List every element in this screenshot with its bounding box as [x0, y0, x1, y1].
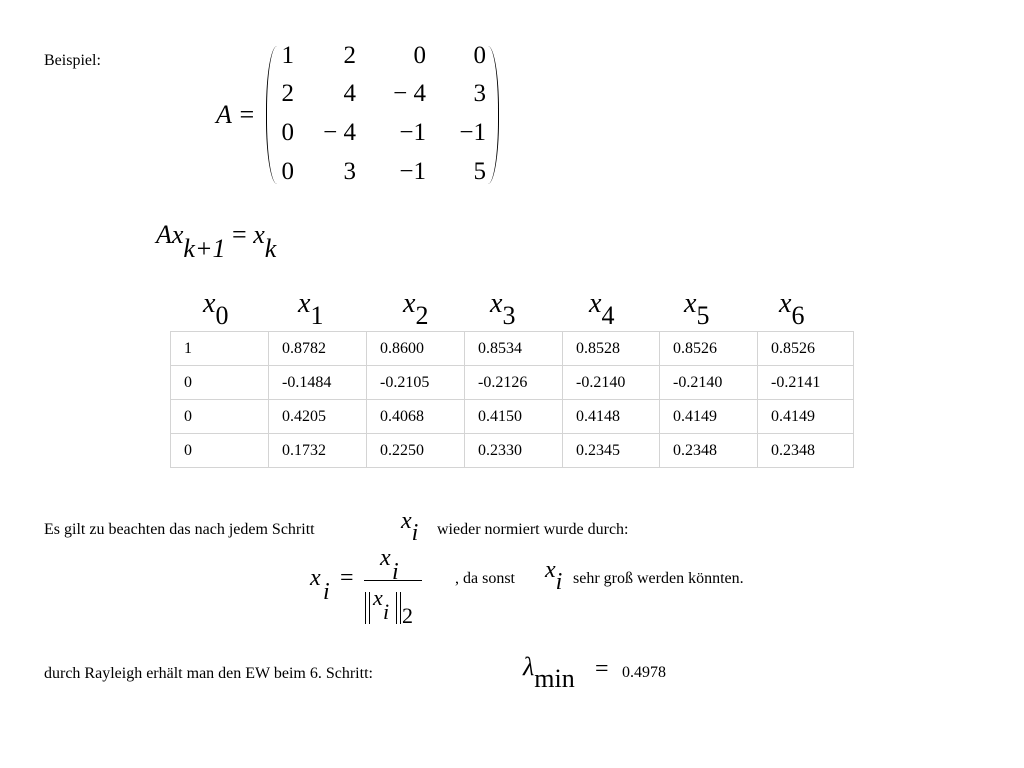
matrix-cell: 1	[281, 42, 294, 69]
norm-lhs: x	[310, 565, 321, 591]
rayleigh-symbol: λmin	[523, 652, 575, 693]
col-header-x6: x6	[779, 288, 805, 330]
col-header-x3: x3	[490, 288, 516, 330]
table-cell: 0.4148	[563, 400, 660, 434]
iteration-rhs: x	[253, 220, 265, 249]
iteration-table	[170, 331, 854, 468]
matrix-equation	[216, 42, 516, 192]
table-cell: 0.8526	[660, 332, 758, 366]
table-row	[171, 366, 854, 400]
matrix-cell: − 4	[393, 80, 426, 107]
table-row	[171, 400, 854, 434]
iteration-lhs: Ax	[156, 220, 184, 249]
table-cell: 0.8526	[758, 332, 854, 366]
table-cell: 0	[171, 400, 269, 434]
norm-numerator: x	[380, 545, 391, 571]
norm-lhs-sub: i	[323, 579, 330, 605]
table-cell: 1	[171, 332, 269, 366]
norm-index: 2	[402, 603, 413, 628]
table-cell: 0	[171, 366, 269, 400]
table-cell: 0.2330	[465, 434, 563, 468]
matrix-cell: 0	[473, 42, 486, 69]
norm-bar	[396, 592, 397, 624]
matrix-right-paren	[488, 46, 499, 184]
matrix-cell: 2	[343, 42, 356, 69]
norm-note-variable: xi	[545, 557, 563, 595]
col-header-x4: x4	[589, 288, 615, 330]
col-header-x0: x0	[203, 288, 229, 330]
matrix-cell: −1	[399, 158, 426, 185]
norm-denominator-sub: i	[383, 599, 390, 624]
table-cell: 0.4068	[367, 400, 465, 434]
rayleigh-eq: =	[595, 656, 609, 682]
matrix-cell: 0	[281, 158, 294, 185]
matrix-cell: 3	[473, 80, 486, 107]
table-row	[171, 332, 854, 366]
matrix-cell: 0	[281, 119, 294, 146]
col-header-x5: x5	[684, 288, 710, 330]
matrix-name: A =	[216, 100, 256, 129]
table-cell: 0.4150	[465, 400, 563, 434]
table-cell: 0.2345	[563, 434, 660, 468]
normalization-formula	[310, 545, 450, 635]
matrix-cell: 5	[473, 158, 486, 185]
iteration-formula	[156, 220, 277, 263]
table-cell: 0.8600	[367, 332, 465, 366]
note-text-before: Es gilt zu beachten das nach jedem Schritt	[44, 521, 315, 538]
table-cell: -0.2141	[758, 366, 854, 400]
table-cell: 0.4149	[758, 400, 854, 434]
col-header-x1: x1	[298, 288, 324, 330]
table-cell: 0.2250	[367, 434, 465, 468]
norm-numerator-sub: i	[392, 559, 399, 585]
matrix-cell: −1	[459, 119, 486, 146]
rayleigh-text: durch Rayleigh erhält man den EW beim 6. Schritt:	[44, 665, 373, 682]
norm-denominator: x	[373, 585, 383, 610]
norm-bar	[365, 592, 366, 624]
table-cell: -0.1484	[269, 366, 367, 400]
table-cell: 0.2348	[758, 434, 854, 468]
table-cell: 0.8528	[563, 332, 660, 366]
col-header-x2: x2	[403, 288, 429, 330]
table-cell: 0.8782	[269, 332, 367, 366]
matrix-cell: 4	[343, 80, 356, 107]
table-cell: 0.1732	[269, 434, 367, 468]
table-row	[171, 434, 854, 468]
table-cell: -0.2140	[563, 366, 660, 400]
norm-bar	[369, 592, 370, 624]
example-label: Beispiel:	[44, 52, 101, 69]
matrix-cell: − 4	[323, 119, 356, 146]
iteration-lhs-sub: k+1	[183, 234, 226, 263]
table-cell: -0.2140	[660, 366, 758, 400]
table-cell: 0.4205	[269, 400, 367, 434]
norm-note-after: sehr groß werden könnten.	[573, 570, 744, 587]
table-cell: 0	[171, 434, 269, 468]
note-text-after: wieder normiert wurde durch:	[437, 521, 629, 538]
rayleigh-value: 0.4978	[622, 664, 666, 681]
table-cell: 0.8534	[465, 332, 563, 366]
matrix-cell: 2	[281, 80, 294, 107]
table-cell: 0.2348	[660, 434, 758, 468]
note-variable: xi	[401, 508, 419, 546]
iteration-eq: =	[232, 220, 247, 249]
fraction-line	[364, 580, 422, 581]
matrix-cell: 3	[343, 158, 356, 185]
norm-eq: =	[340, 565, 354, 591]
table-cell: -0.2126	[465, 366, 563, 400]
table-cell: 0.4149	[660, 400, 758, 434]
matrix-cell: −1	[399, 119, 426, 146]
iteration-rhs-sub: k	[264, 234, 277, 263]
matrix-cell: 0	[413, 42, 426, 69]
norm-bar	[400, 592, 401, 624]
norm-note-before: , da sonst	[455, 570, 515, 587]
table-cell: -0.2105	[367, 366, 465, 400]
